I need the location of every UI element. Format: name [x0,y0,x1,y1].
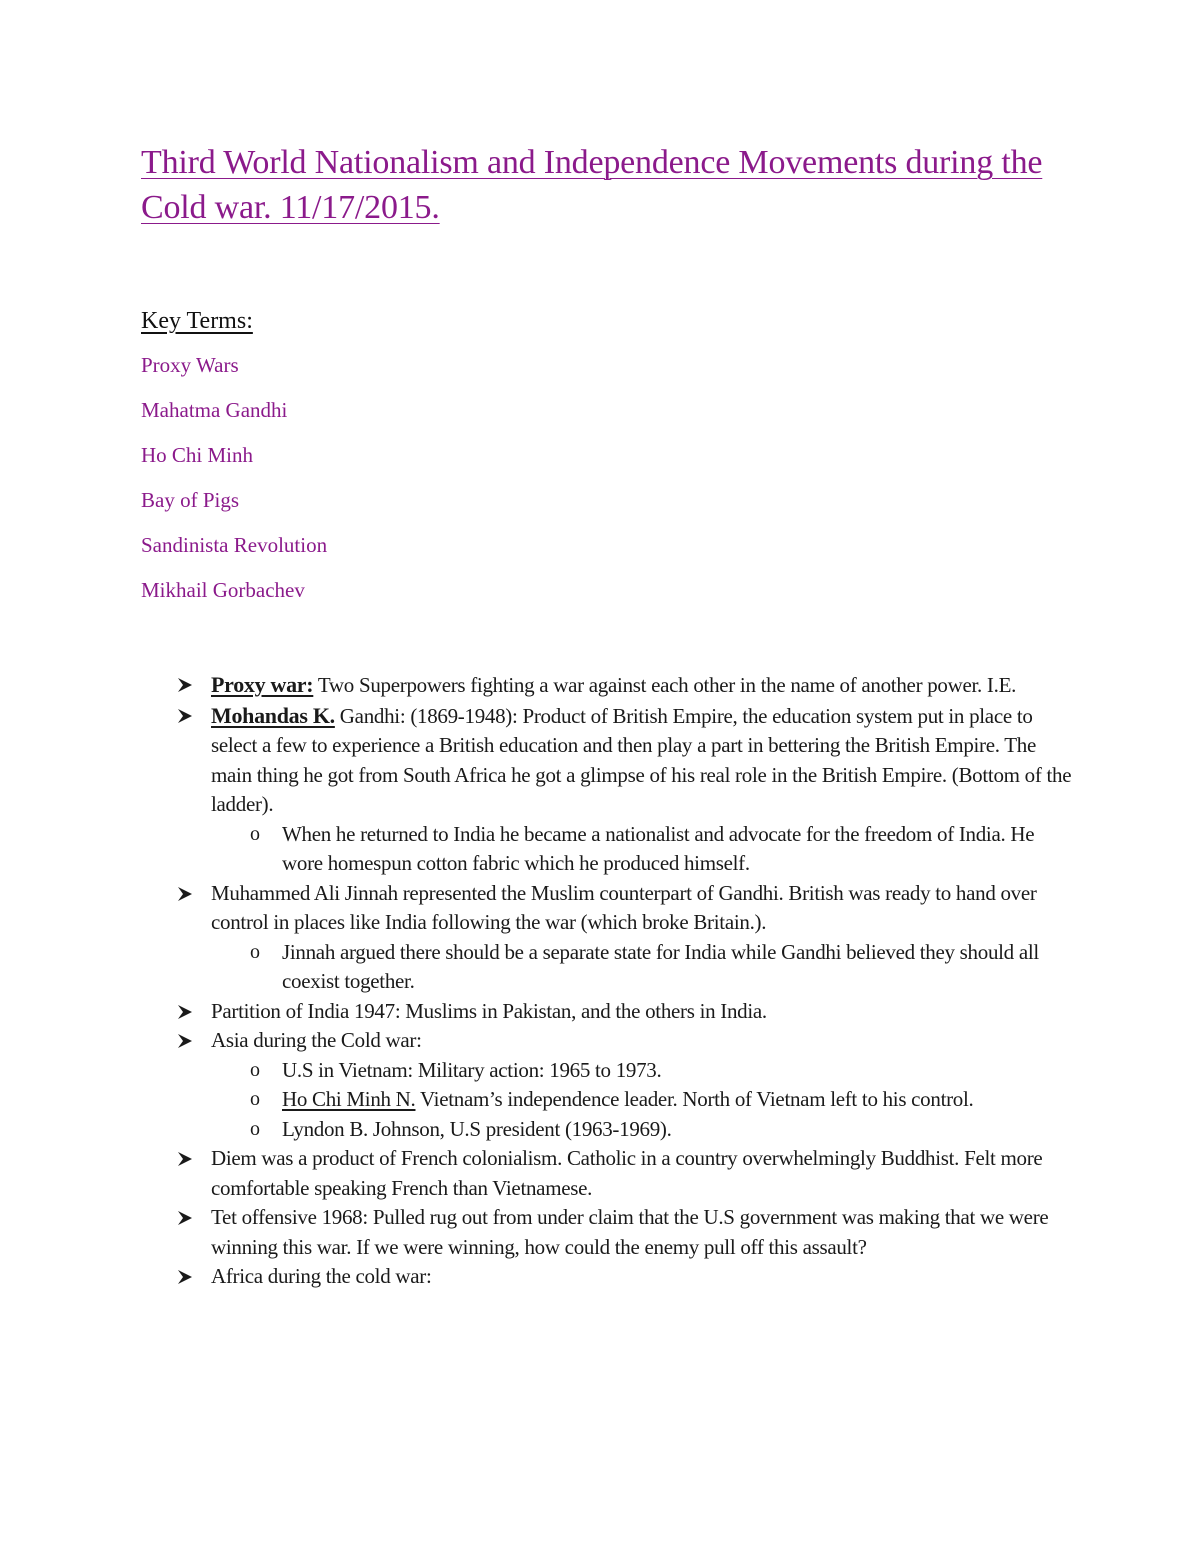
note-jinnah [174,879,1074,938]
key-term-item: Ho Chi Minh [141,443,254,467]
arrowhead-bullet-icon [178,709,192,723]
circle-bullet-icon: o [250,1117,260,1140]
note-diem [174,1144,1074,1203]
key-term-item: Bay of Pigs [141,488,240,512]
arrowhead-bullet-icon [178,1152,192,1166]
key-term-item: Sandinista Revolution [141,533,328,557]
note-partition [174,997,1074,1027]
arrowhead-bullet-icon [178,678,192,692]
note-text: Lyndon B. Johnson, U.S president (1963-1969). [282,1116,672,1141]
arrowhead-bullet-icon [178,887,192,901]
arrowhead-bullet-icon [178,1211,192,1225]
note-text: Partition of India 1947: Muslims in Pakistan, and the others in India. [211,998,767,1023]
note-asia-sub-ho-chi-minh [174,1085,1074,1115]
note-text: Gandhi: (1869-1948): Product of British Empire, the education system put in place to select a few to experience a British education and then play a part in bettering the British Empire. The main thing he got from South Africa he got a glimpse of his real role in the British Empire. (Bottom of the ladder). [211,703,1072,816]
note-text: U.S in Vietnam: Military action: 1965 to 1973. [282,1057,662,1082]
note-tet [174,1203,1074,1262]
arrowhead-bullet-icon [178,1005,192,1019]
note-asia-sub-johnson [174,1115,1074,1145]
note-text: Africa during the cold war: [211,1264,432,1288]
note-label: Ho Chi Minh N. [282,1087,416,1111]
note-jinnah-sub [174,938,1074,997]
note-text: Jinnah argued there should be a separate state for India while Gandhi believed they should all coexist together. [282,939,1039,993]
note-text: Muhammed Ali Jinnah represented the Muslim counterpart of Gandhi. British was ready to hand over control in places like India following the war (which broke Britain.). [211,880,1037,934]
circle-bullet-icon: o [250,1088,260,1110]
note-text: Tet offensive 1968: Pulled rug out from under claim that the U.S government was making that we were winning this war. If we were winning, how could the enemy pull off this assault? [211,1205,1049,1259]
note-gandhi [174,701,1074,820]
note-text: Vietnam’s independence leader. North of Vietnam left to his control. [415,1087,974,1111]
note-label: Proxy war: [211,672,314,697]
circle-bullet-icon: o [250,822,260,845]
note-gandhi-sub [174,820,1074,879]
note-text: Asia during the Cold war: [211,1028,422,1052]
notes-list [174,670,1074,1292]
note-asia [174,1026,1074,1056]
note-text: Diem was a product of French colonialism. Catholic in a country overwhelmingly Buddhist. Felt more comfortable speaking French than Vietnamese. [211,1146,1043,1200]
circle-bullet-icon: o [250,940,260,963]
key-term-item: Proxy Wars [141,353,239,377]
note-proxy-war [174,670,1074,701]
arrowhead-bullet-icon [178,1034,192,1048]
key-term-item: Mikhail Gorbachev [141,578,305,602]
note-label: Mohandas K. [211,702,335,728]
note-text: When he returned to India he became a nationalist and advocate for the freedom of India. He wore homespun cotton fabric which he produced himself. [282,821,1035,875]
arrowhead-bullet-icon [178,1270,192,1284]
circle-bullet-icon: o [250,1058,260,1081]
note-africa [174,1262,1074,1292]
key-terms-list [141,354,327,624]
note-asia-sub-vietnam [174,1056,1074,1086]
document-title: Third World Nationalism and Independence Movements during the Cold war. 11/17/2015. [141,144,1043,226]
key-term-item: Mahatma Gandhi [141,398,288,422]
note-text: Two Superpowers fighting a war against each other in the name of another power. I.E. [313,673,1017,697]
key-terms-heading: Key Terms: [141,308,253,334]
